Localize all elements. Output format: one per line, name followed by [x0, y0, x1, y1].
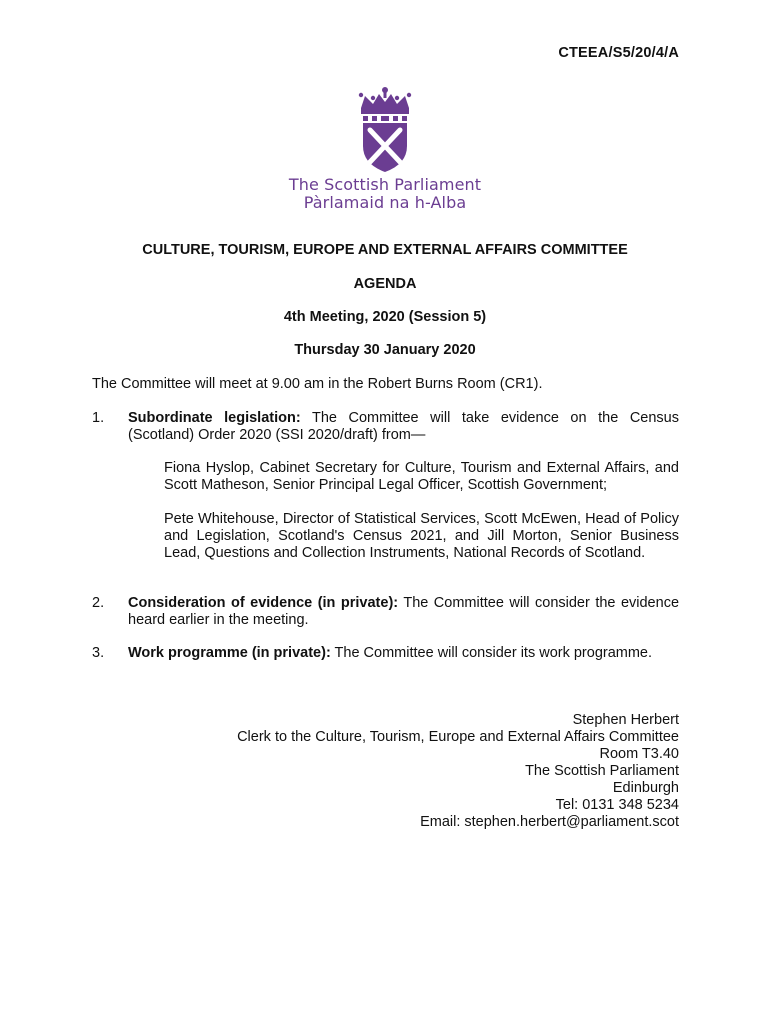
agenda-item-2: [92, 595, 679, 629]
item-heading: Subordinate legislation:: [128, 410, 301, 426]
clerk-signature-block: [237, 712, 679, 831]
clerk-role: Clerk to the Culture, Tourism, Europe and External Affairs Committee: [237, 729, 679, 745]
logo-text-gaelic: Pàrlamaid na h-Alba: [303, 193, 467, 212]
item-number: 2.: [92, 595, 105, 611]
item-text: The Committee will consider its work programme.: [330, 645, 653, 661]
clerk-organisation: The Scottish Parliament: [525, 763, 679, 779]
crown-saltire-emblem-icon: [355, 86, 415, 176]
committee-title: CULTURE, TOURISM, EUROPE AND EXTERNAL AFFAIRS COMMITTEE: [142, 242, 628, 258]
item-text: The Committee will consider the evidence heard earlier in the meeting.: [128, 595, 680, 628]
agenda-item-1: [92, 410, 679, 444]
witness-panel-2: Pete Whitehouse, Director of Statistical Services, Scott McEwen, Head of Policy and Legislation, Scotland's Census 2021, and Jill Morton, Senior Business Lead, Questions and Collection Instruments, National Records of Scotland.: [164, 511, 679, 561]
item-heading: Work programme (in private):: [128, 645, 331, 661]
logo-text-english: The Scottish Parliament: [288, 175, 482, 194]
document-reference: CTEEA/S5/20/4/A: [558, 45, 679, 61]
meeting-number: 4th Meeting, 2020 (Session 5): [283, 309, 487, 325]
item-number: 3.: [92, 645, 105, 661]
meeting-date: Thursday 30 January 2020: [294, 342, 476, 358]
parliament-logo: [0, 86, 770, 212]
clerk-city: Edinburgh: [612, 780, 679, 796]
witness-panel-1: Fiona Hyslop, Cabinet Secretary for Culture, Tourism and External Affairs, and Scott Matheson, Senior Principal Legal Officer, Scottish Government;: [164, 460, 679, 493]
item-number: 1.: [92, 410, 105, 426]
item-heading: Consideration of evidence (in private):: [128, 595, 399, 611]
agenda-title: AGENDA: [353, 276, 417, 292]
agenda-item-3: [92, 645, 679, 662]
clerk-name: Stephen Herbert: [572, 712, 679, 728]
clerk-email[interactable]: Email: stephen.herbert@parliament.scot: [420, 814, 679, 830]
item-text: The Committee will take evidence on the Census (Scotland) Order 2020 (SSI 2020/draft) from—: [128, 410, 679, 443]
clerk-room: Room T3.40: [599, 746, 679, 762]
meeting-intro: The Committee will meet at 9.00 am in the Robert Burns Room (CR1).: [92, 376, 543, 392]
clerk-telephone: Tel: 0131 348 5234: [555, 797, 679, 813]
